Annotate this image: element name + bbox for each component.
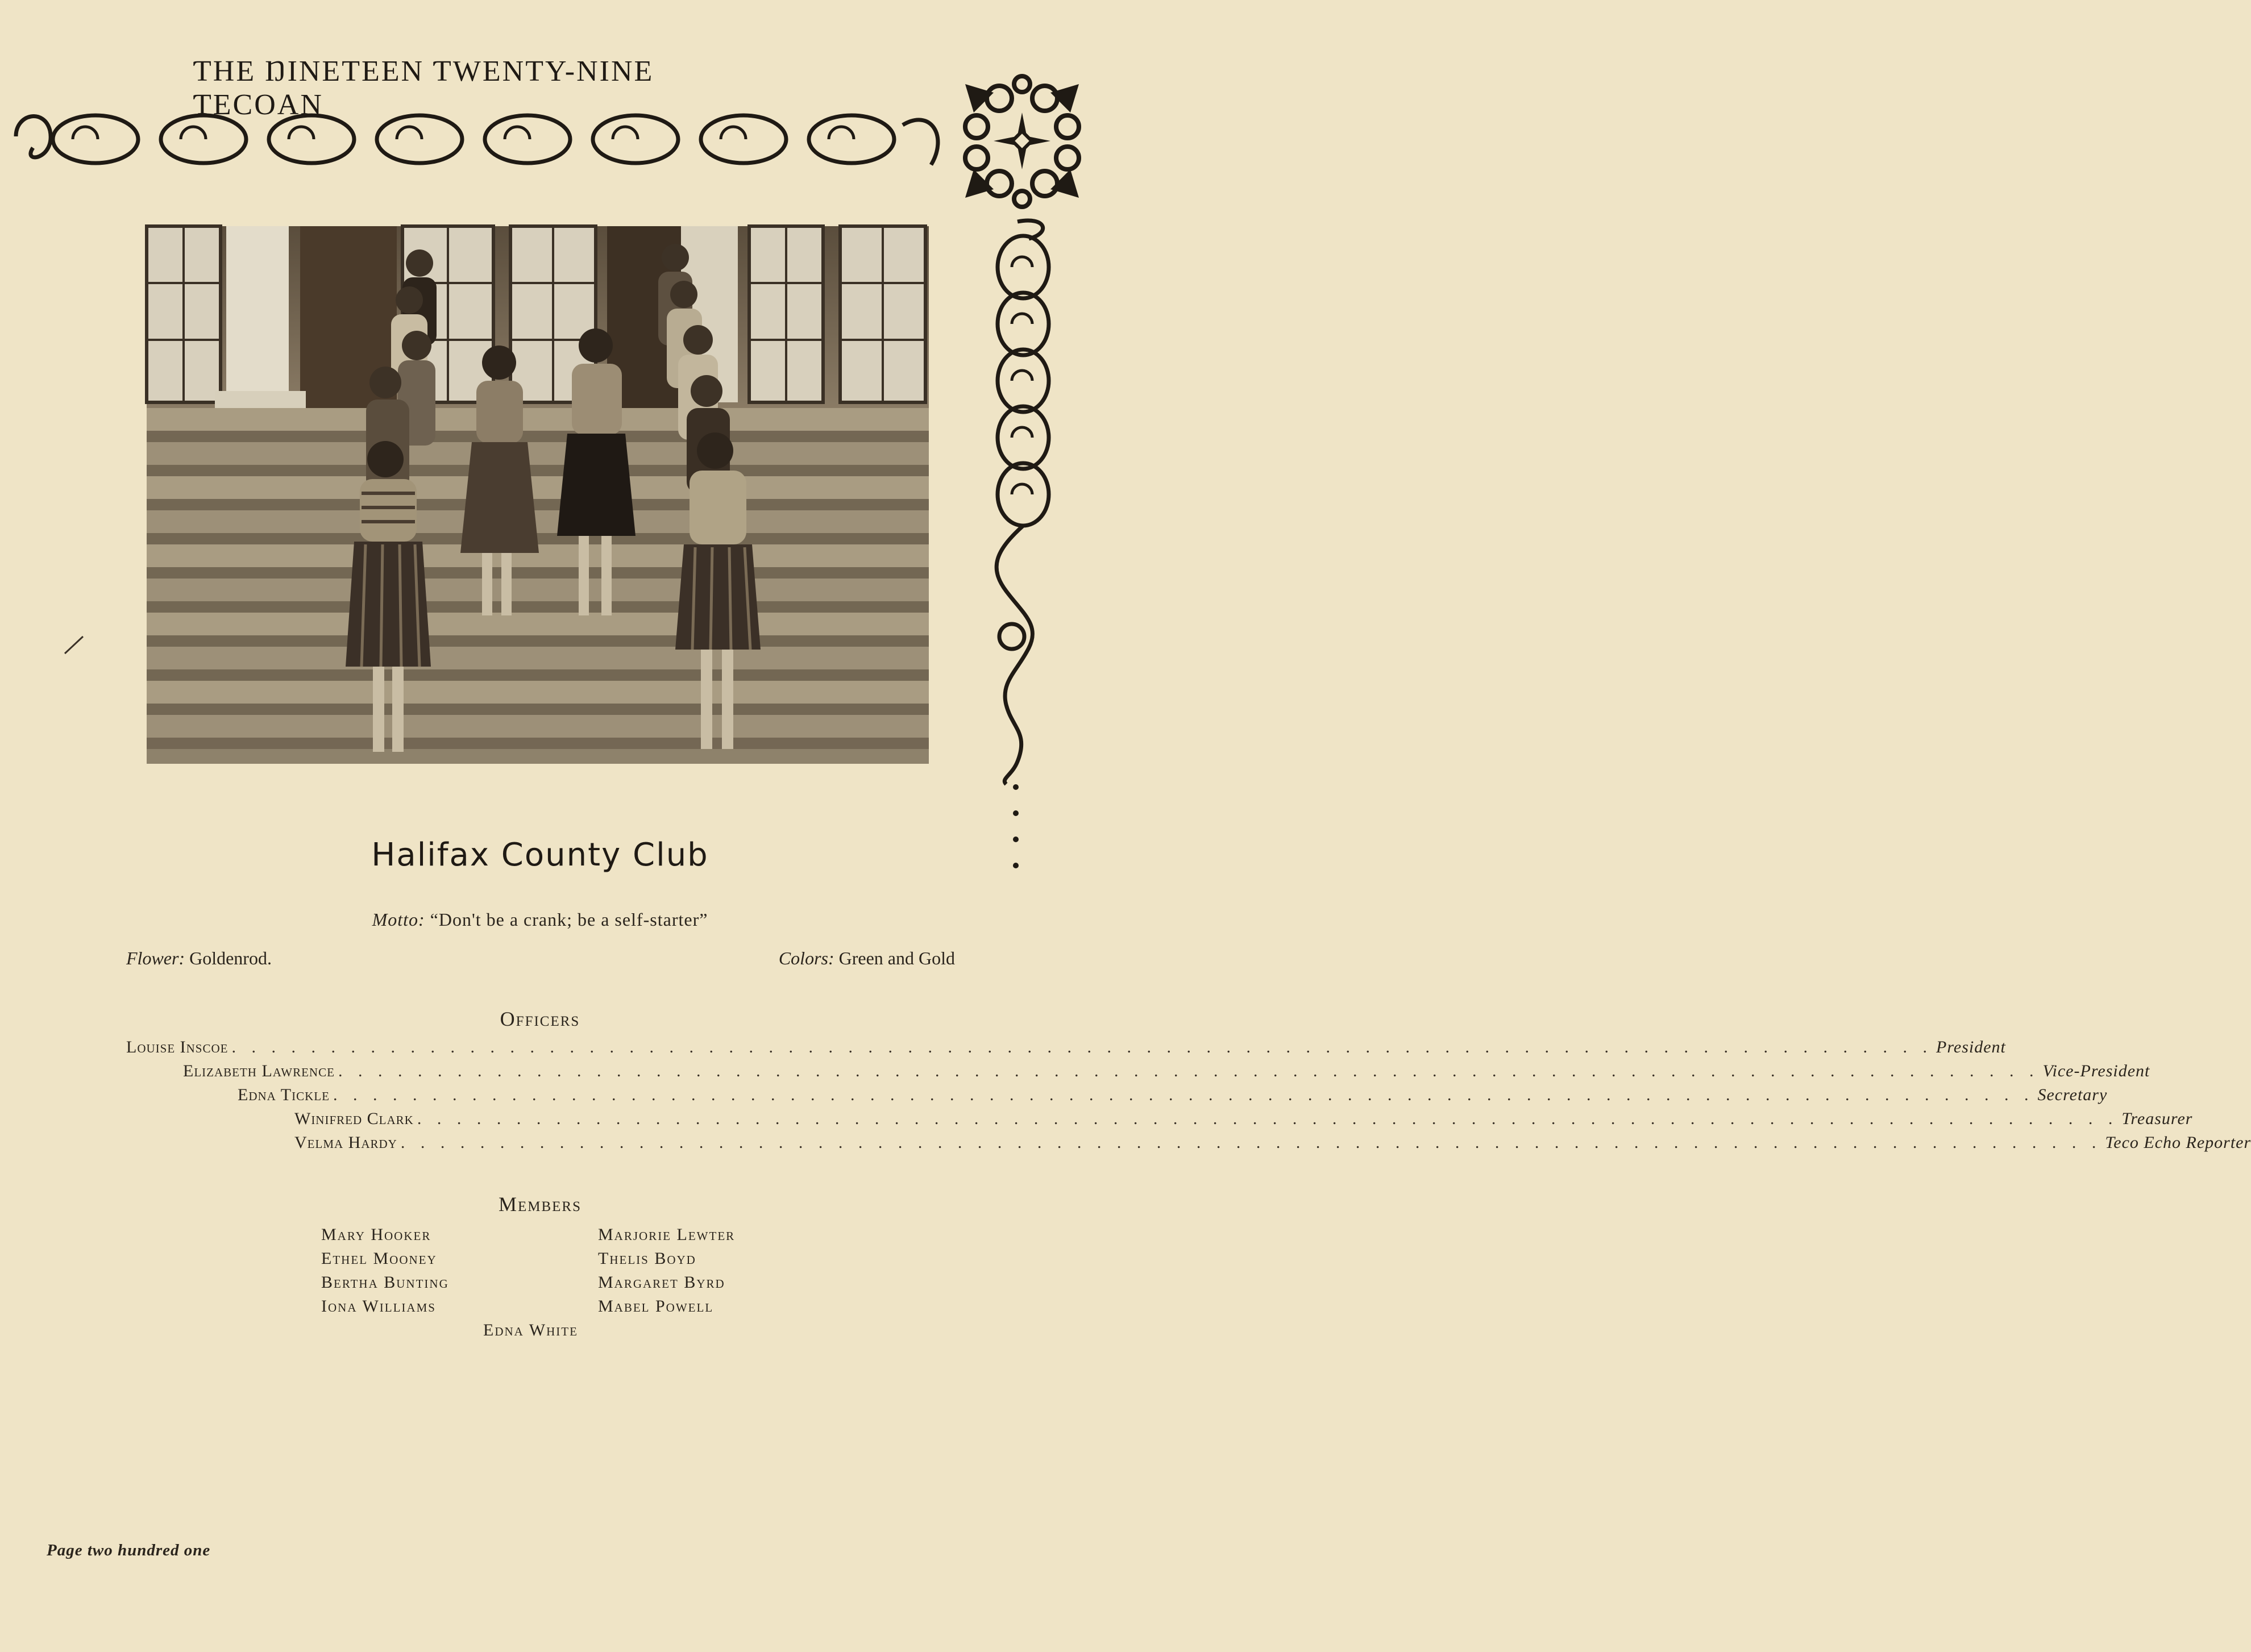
leader-dots: . . . . . . . . . . . . . . . . . . . . . . . . . . . . . . . . . . . . . . . . . . . . . . . . . . . . . . . . . . . . . . . . . . . . . . . . . . . . . . . . . . . . . . bbox=[417, 1109, 2119, 1128]
motto-text: “Don't be a crank; be a self-starter” bbox=[430, 909, 708, 930]
officer-role: Teco Echo Reporter bbox=[2105, 1133, 2251, 1152]
member-name: Mabel Powell bbox=[598, 1297, 714, 1316]
member-name: Mary Hooker bbox=[321, 1225, 431, 1244]
colors-label: Colors: bbox=[778, 948, 834, 968]
motto-line bbox=[0, 909, 1080, 930]
corner-ornament-icon bbox=[954, 73, 1090, 209]
officer-role: President bbox=[1936, 1038, 2006, 1056]
member-name: Margaret Byrd bbox=[598, 1273, 725, 1292]
officer-row bbox=[294, 1109, 2193, 1129]
member-name: Bertha Bunting bbox=[321, 1273, 449, 1292]
colors-line bbox=[779, 948, 955, 969]
officer-row bbox=[183, 1062, 2150, 1081]
members-heading: Members bbox=[498, 1193, 582, 1216]
officer-role: Vice-President bbox=[2042, 1062, 2150, 1080]
officer-name: Winifred Clark bbox=[294, 1109, 414, 1128]
leader-dots: . . . . . . . . . . . . . . . . . . . . . . . . . . . . . . . . . . . . . . . . . . . . . . . . . . . . . . . . . . . . . . . . . . . . . . . . . . . . . . . . . . . . . . bbox=[400, 1133, 2102, 1152]
page-number: Page two hundred one bbox=[47, 1541, 211, 1559]
member-name: Marjorie Lewter bbox=[598, 1225, 736, 1244]
club-group-photo bbox=[147, 226, 929, 764]
member-name: Iona Williams bbox=[321, 1297, 436, 1316]
officer-name: Elizabeth Lawrence bbox=[183, 1062, 335, 1080]
officers-heading: Officers bbox=[500, 1008, 580, 1030]
member-name: Thelis Boyd bbox=[598, 1249, 696, 1268]
colors-text: Green and Gold bbox=[838, 948, 955, 968]
leader-dots: . . . . . . . . . . . . . . . . . . . . . . . . . . . . . . . . . . . . . . . . . . . . . . . . . . . . . . . . . . . . . . . . . . . . . . . . . . . . . . . . . . . . . . bbox=[338, 1062, 2040, 1080]
officer-name: Edna Tickle bbox=[238, 1085, 330, 1104]
leader-dots: . . . . . . . . . . . . . . . . . . . . . . . . . . . . . . . . . . . . . . . . . . . . . . . . . . . . . . . . . . . . . . . . . . . . . . . . . . . . . . . . . . . . . . bbox=[333, 1085, 2034, 1104]
member-name-centered: Edna White bbox=[483, 1321, 578, 1339]
club-title: Halifax County Club bbox=[371, 837, 709, 873]
stray-mark-icon bbox=[64, 634, 84, 655]
scroll-border-side-icon bbox=[983, 216, 1063, 784]
officer-role: Treasurer bbox=[2121, 1109, 2193, 1128]
officer-row bbox=[238, 1085, 2108, 1105]
photo-illustration bbox=[147, 226, 929, 764]
flower-label: Flower: bbox=[126, 948, 185, 968]
leader-dots: . . . . . . . . . . . . . . . . . . . . . . . . . . . . . . . . . . . . . . . . . . . . . . . . . . . . . . . . . . . . . . . . . . . . . . . . . . . . . . . . . . . . . . bbox=[231, 1038, 1933, 1056]
officer-role: Secretary bbox=[2037, 1085, 2108, 1104]
officer-row bbox=[126, 1038, 2006, 1057]
officer-name: Velma Hardy bbox=[294, 1133, 397, 1152]
running-head: ƬHE ŊINETEEN ƬWENTY-NINE ƬECOAN bbox=[193, 55, 654, 121]
flower-text: Goldenrod. bbox=[189, 948, 272, 968]
motto-label: Motto: bbox=[372, 909, 425, 930]
member-name: Ethel Mooney bbox=[321, 1249, 437, 1268]
officer-row bbox=[294, 1133, 2251, 1152]
officer-name: Louise Inscoe bbox=[126, 1038, 229, 1056]
flower-line bbox=[126, 948, 272, 969]
scroll-border-top-icon bbox=[10, 102, 954, 176]
